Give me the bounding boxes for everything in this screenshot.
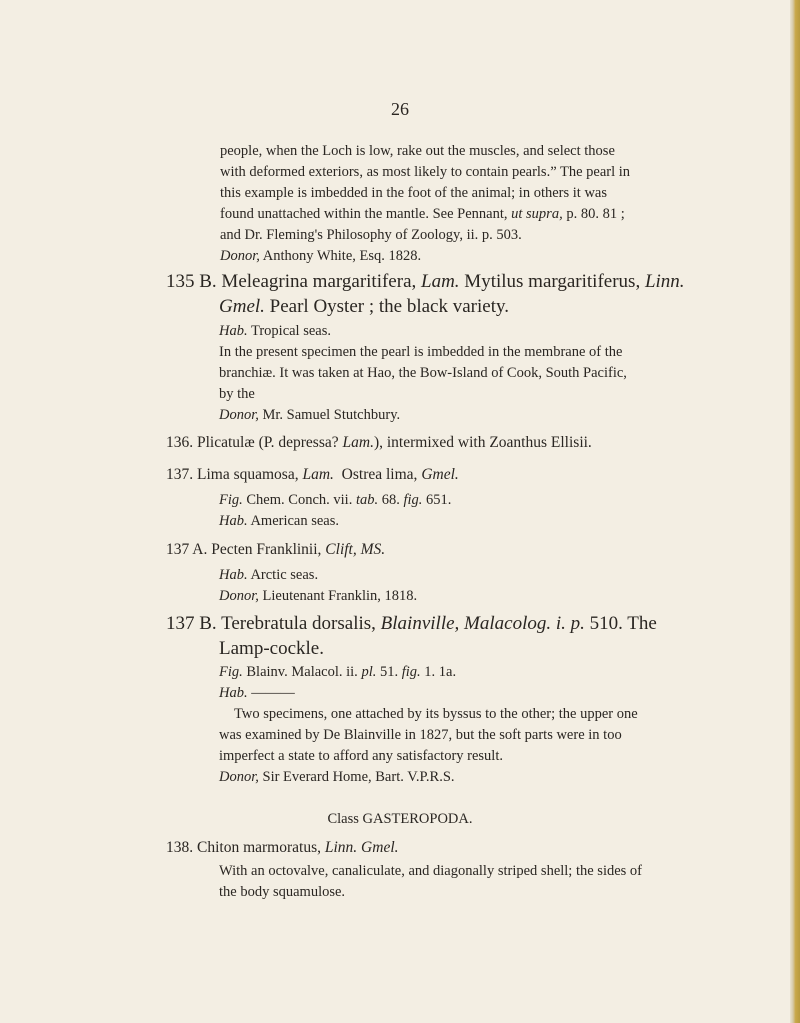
text-line: found unattached within the mantle. See Pennant, ut supra, p. 80. 81 ; <box>220 206 625 222</box>
habitat-line: Hab. American seas. <box>219 513 340 529</box>
text-line: was examined by De Blainville in 1827, but the soft parts were in too <box>219 727 622 743</box>
text-line: imperfect a state to afford any satisfactory result. <box>219 748 503 764</box>
donor-line: Donor, Anthony White, Esq. 1828. <box>220 248 422 264</box>
page-number: 26 <box>391 99 409 119</box>
text-line: branchiæ. It was taken at Hao, the Bow-Island of Cook, South Pacific, <box>219 365 627 381</box>
text-line: With an octovalve, canaliculate, and diagonally striped shell; the sides of <box>219 863 643 879</box>
donor-line: Donor, Mr. Samuel Stutchbury. <box>219 407 401 423</box>
donor-line: Donor, Sir Everard Home, Bart. V.P.R.S. <box>219 769 455 785</box>
entry-heading: 137. Lima squamosa, Lam. Ostrea lima, Gmel. <box>166 466 459 483</box>
class-heading: Class GASTEROPODA. <box>327 811 473 827</box>
text-line: this example is imbedded in the foot of the animal; in others it was <box>220 185 607 201</box>
habitat-line: Hab. Tropical seas. <box>219 323 331 339</box>
entry-heading: 135 B. Meleagrina margaritifera, Lam. Mytilus margaritiferus, Linn. <box>166 271 685 292</box>
entry-heading: 137 A. Pecten Franklinii, Clift, MS. <box>166 541 386 558</box>
entry-heading: 137 B. Terebratula dorsalis, Blainville, Malacolog. i. p. 510. The <box>166 613 657 634</box>
page-edge <box>790 0 800 1023</box>
text-line: people, when the Loch is low, rake out the muscles, and select those <box>220 143 615 159</box>
entry-heading: Gmel. Pearl Oyster ; the black variety. <box>219 296 510 317</box>
entry-heading: Lamp-cockle. <box>219 638 324 659</box>
habitat-line: Hab. Arctic seas. <box>219 567 319 583</box>
figure-line: Fig. Blainv. Malacol. ii. pl. 51. fig. 1. 1a. <box>219 664 457 680</box>
text-line: with deformed exteriors, as most likely to contain pearls.” The pearl in <box>220 164 631 180</box>
text-line: and Dr. Fleming's Philosophy of Zoology, ii. p. 503. <box>220 227 522 243</box>
donor-line: Donor, Lieutenant Franklin, 1818. <box>219 588 418 604</box>
text-line: Two specimens, one attached by its byssus to the other; the upper one <box>234 706 638 722</box>
text-line: the body squamulose. <box>219 884 346 900</box>
entry-heading: 136. Plicatulæ (P. depressa? Lam.), intermixed with Zoanthus Ellisii. <box>166 434 592 451</box>
text-line: In the present specimen the pearl is imbedded in the membrane of the <box>219 344 623 360</box>
figure-line: Fig. Chem. Conch. vii. tab. 68. fig. 651. <box>219 492 452 508</box>
entry-heading: 138. Chiton marmoratus, Linn. Gmel. <box>166 839 399 856</box>
text-line: by the <box>219 386 255 402</box>
habitat-line: Hab. ——— <box>219 685 295 701</box>
